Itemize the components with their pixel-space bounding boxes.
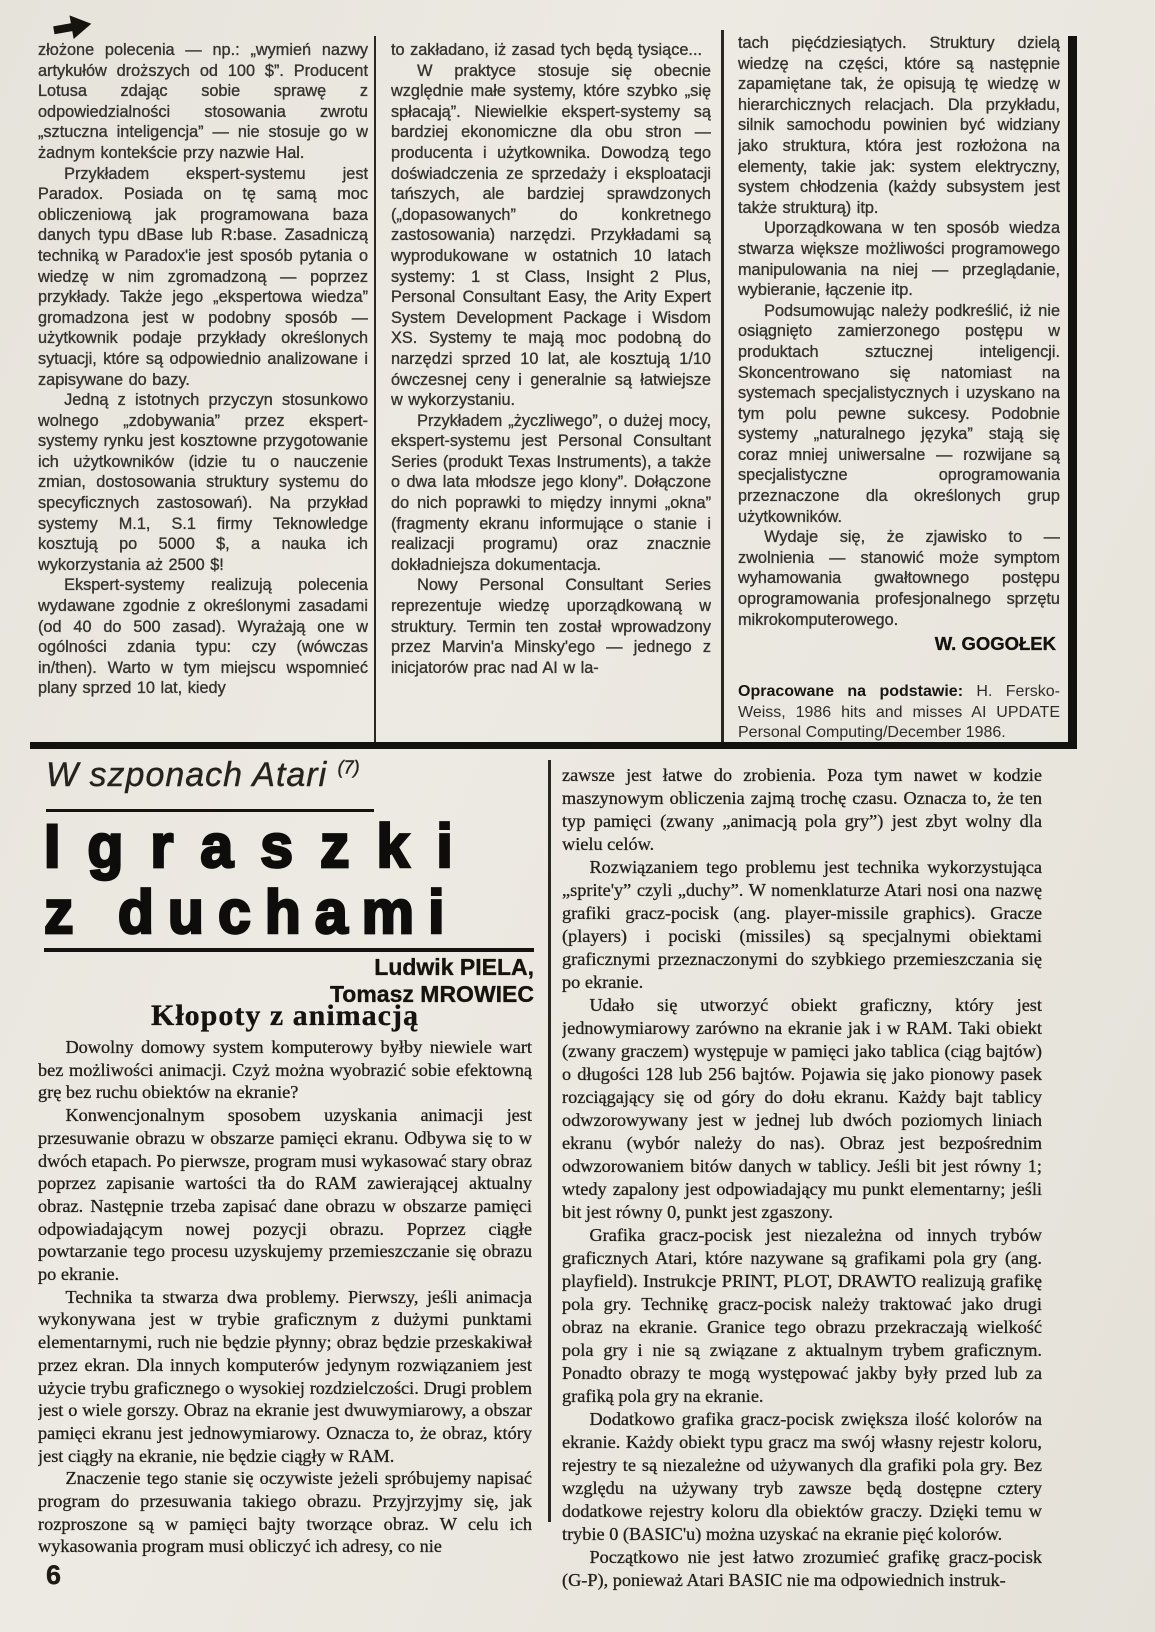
paragraph: Rozwiązaniem tego problemu jest technika wykorzystująca „sprite'y” czyli „duchy”. W nomenklaturze Atari nosi ona nazwę grafiki gracz-pocisk (ang. player-missile graphics). Gracze (players) i pociski (missiles) są specjalnymi obiektami graficznymi przeznaczonymi do szybkiego przemieszczania się po ekranie. — [562, 857, 1042, 992]
column-3-text — [738, 33, 1060, 630]
column-rule — [721, 30, 724, 742]
column-rule — [374, 36, 376, 742]
paragraph: Wydaje się, że zjawisko to — zwolnienia — stanowić może symptom wyhamowania gwałtownego postępu oprogramowania profesjonalnego sprzętu mikrokomputerowego. — [738, 528, 1060, 629]
paragraph: Jedną z istotnych przyczyn stosunkowo wolnego „zdobywania” przez ekspert-systemy rynku jest kosztowne przygotowanie ich użytkowników (idzie tu o nauczenie zmian, dostosowania struktury systemu do specyficznych zastosowań). Na przykład systemy M.1, S.1 firmy Teknowledge kosztują po 5000 $, a nauka ich wykorzystania aż 2500 $! — [38, 391, 368, 574]
paragraph: złożone polecenia — np.: „wymień nazwy artykułów droższych od 100 $”. Producent Lotusa zdając sobie sprawę z odpowiedzialności stosowania zwrotu „sztuczna inteligencja” — nie stosuje go w żadnym kontekście przy nazwie Hal. — [38, 41, 368, 162]
page-number: 6 — [46, 1560, 62, 1590]
right-border-bar — [1068, 36, 1077, 742]
atari-column-left — [38, 1036, 532, 1562]
top-article-column-3 — [738, 33, 1060, 741]
kicker-text: W szponach Atari — [46, 756, 328, 794]
paragraph: Udało się utworzyć obiekt graficzny, który jest jednowymiarowy zarówno na ekranie jak i w RAM. Taki obiekt (zwany graczem) występuje w pamięci jako tablica (ciąg bajtów) o długości 128 lub 256 bajtów. Pojawia się jako pionowy pasek rozciągający się od góry do dołu ekranu. Każdy bajt tablicy odwzorowywany jest w jednej lub dwóch poziomych liniach ekranu (wybór należy do nas). Obraz jest bezpośrednim odwzorowaniem bitów danych w tablicy. Jeśli bit jest równy 1; wtedy zapalony jest odpowiadający mu punkt elementarny; jeśli bit jest równy 0, punkt jest zgaszony. — [562, 995, 1042, 1222]
paragraph: Znaczenie tego stanie się oczywiste jeżeli spróbujemy napisać program do przesuwania takiego obrazu. Przyjrzyjmy się, jak rozproszone są w pamięci bajty tworzące obraz. W celu ich wykasowania program musi obliczyć ich adresy, co nie — [38, 1468, 532, 1557]
author-name: Tomasz MROWIEC — [329, 980, 534, 1007]
paragraph: Dowolny domowy system komputerowy byłby niewiele wart bez możliwości animacji. Czyż można wyobrazić sobie efektowną grę bez ruchu obiektów na ekranie? — [38, 1037, 532, 1103]
column-rule — [548, 760, 551, 1522]
article-title-line-2: z duchami — [44, 877, 459, 947]
article-section-heading: Kłopoty z animacją — [151, 999, 419, 1032]
paragraph: Przykładem „życzliwego”, o dużej mocy, ekspert-systemu jest Personal Consultant Series (produkt Texas Instruments), a także o dwa lata młodsze jego klony”. Dołączone do nich poprawki to między innymi „okna” (fragmenty ekranu informujące o stanie i realizacji programu) oraz znacznie dokładniejsza dokumentacja. — [391, 411, 711, 574]
kicker-footnote: (7) — [337, 757, 360, 778]
paragraph: zawsze jest łatwe do zrobienia. Poza tym nawet w kodzie maszynowym obliczenia zajmą trochę czasu. Oznacza to, że ten typ pamięci (zwany „animacją pola gry”) jest zbyt wolny dla wielu celów. — [562, 765, 1042, 854]
section-divider — [30, 742, 1077, 749]
credit-label: Opracowane na podstawie: — [738, 683, 964, 701]
paragraph: tach pięćdziesiątych. Struktury dzielą wiedzę na części, które są następnie zapamiętane tak, że opisują tę wiedzę w hierarchicznych relacjach. Dla przykładu, silnik samochodu powinien być widziany jako struktura, która jest rozłożona na elementy, takie jak: system elektryczny, system chłodzenia (każdy subsystem jest także strukturą) itp. — [738, 34, 1060, 217]
paragraph: Grafika gracz-pocisk jest niezależna od innych trybów graficznych Atari, które nazywane są grafikami pola gry (ang. playfield). Instrukcje PRINT, PLOT, DRAWTO realizują grafikę pola gry. Technikę gracz-pocisk należy traktować jako drugi obraz na ekranie. Granice tego obrazu przekraczają wielkość pola gry i nie są związane z aktualnym trybem graficznym. Ponadto obrazy te mogą występować jakby były przed lub za grafiką pola gry na ekranie. — [562, 1225, 1042, 1406]
paragraph: Dodatkowo grafika gracz-pocisk zwiększa ilość kolorów na ekranie. Każdy obiekt typu gracz ma swój własny rejestr koloru, rejestry te są niezależne od używanych dla grafiki pola gry. Bez względu na używany tryb zawsze będą dostępne cztery dodatkowe rejestry koloru dla obiektów graczy. Dzięki temu w trybie 0 (BASIC'u) można uzyskać na ekranie pięć kolorów. — [562, 1409, 1042, 1544]
paragraph: Nowy Personal Consultant Series reprezentuje wiedzę uporządkowaną w struktury. Termin ten został wprowadzony przez Marvin'a Minsky'ego — jednego z inicjatorów prac nad AI w la- — [391, 576, 711, 677]
paragraph: Konwencjonalnym sposobem uzyskania animacji jest przesuwanie obrazu w obszarze pamięci ekranu. Odbywa się to w dwóch etapach. Po pierwsze, program musi wykasować stary obraz poprzez zapisanie wartości tła do RAM zawierającej aktualny obraz. Następnie trzeba zapisać dane obrazu w obszarze pamięci odpowiadającym nowej pozycji obrazu. Poprzez ciągłe powtarzanie tego procesu uzyskujemy przemieszczanie się obrazu po ekranie. — [38, 1105, 532, 1285]
atari-column-right — [562, 764, 1042, 1626]
paragraph: Przykładem ekspert-systemu jest Paradox. Posiada on tę samą moc obliczeniową jak programowana baza danych typu dBase lub R:base. Zasadniczą techniką w Paradox'ie jest sposób pytania o wiedzę w nim zgromadzoną — poprzez przykłady. Także jego „ekspertowa wiedza” gromadzona jest w podobny sposób — użytkownik podaje przykłady określonych sytuacji, które są odpowiednio analizowane i zapisywane do bazy. — [38, 164, 368, 389]
top-article-column-1 — [38, 40, 368, 740]
author-signature: W. GOGOŁEK — [934, 633, 1056, 655]
paragraph: to zakładano, iż zasad tych będą tysiące... — [391, 41, 702, 59]
title-underline — [44, 948, 534, 952]
author-name: Ludwik PIELA, — [374, 954, 534, 980]
top-article-column-2 — [391, 40, 711, 740]
credit-line — [738, 682, 1060, 741]
article-kicker — [46, 756, 360, 795]
paragraph: Technika ta stwarza dwa problemy. Pierwszy, jeśli animacja wykonywana jest w trybie graficznym z dużymi punktami elementarnymi, ruch nie będzie płynny; obraz będzie przeskakiwał przez ekran. Dla innych komputerów jedynym rozwiązaniem jest użycie trybu graficznego o wysokiej rozdzielczości. Drugi problem jest o wiele gorszy. Obraz na ekranie jest dwuwymiarowy, a obszar pamięci ekranu jest jednowymiarowy. Oznacza to, że obraz, który jest ciągły na ekranie, nie będzie ciągły w RAM. — [38, 1286, 532, 1466]
article-title-line-1: Igraszki — [44, 811, 480, 881]
paragraph: W praktyce stosuje się obecnie względnie małe systemy, które szybko „się spłacają”. Niewielkie ekspert-systemy są bardziej ekonomiczne dla obu stron — producenta i użytkownika. Dowodzą tego doświadczenia ze sprzedaży i eksploatacji tańszych, ale bardziej sprawdzonych („dopasowanych” do konkretnego zastosowania) narzędzi. Przykładami są wyprodukowane w ostatnich 10 latach systemy: 1 st Class, Insight 2 Plus, Personal Consultant Easy, the Arity Expert System Development Package i Wisdom XS. Systemy te mają moc podobną do narzędzi sprzed 10 lat, ale kosztują 1/10 ówczesnej ceny i generalnie są łatwiejsze w wykorzystaniu. — [391, 61, 711, 410]
paragraph: Ekspert-systemy realizują polecenia wydawane zgodnie z określonymi zasadami (od 40 do 500 zasad). Wyrażają one w ogólności zdania typu: czy (wówczas in/then). Warto w tym miejscu wspomnieć plany sprzed 10 lat, kiedy — [38, 576, 368, 698]
paragraph: Początkowo nie jest łatwo zrozumieć grafikę gracz-pocisk (G-P), ponieważ Atari BASIC nie ma odpowiednich instruk- — [562, 1547, 1042, 1590]
paragraph: Podsumowując należy podkreślić, iż nie osiągnięto zamierzonego postępu w produktach sztucznej inteligencji. Skoncentrowano się natomiast na systemach specjalistycznych i uzyskano na tym polu pewne sukcesy. Podobnie systemy „naturalnego języka” stają się coraz mniej uniwersalne — rozwijane są specjalistyczne oprogramowania przeznaczone dla określonych grup użytkowników. — [738, 301, 1060, 526]
credit-text: H. Fersko-Weiss, 1986 hits and misses AI UPDATE Personal Computing/December 1986. — [738, 683, 1060, 741]
paragraph: Uporządkowana w ten sposób wiedza stwarza większe możliwości programowego manipulowania na niej — przeglądanie, wybieranie, łączenie itp. — [738, 219, 1060, 300]
